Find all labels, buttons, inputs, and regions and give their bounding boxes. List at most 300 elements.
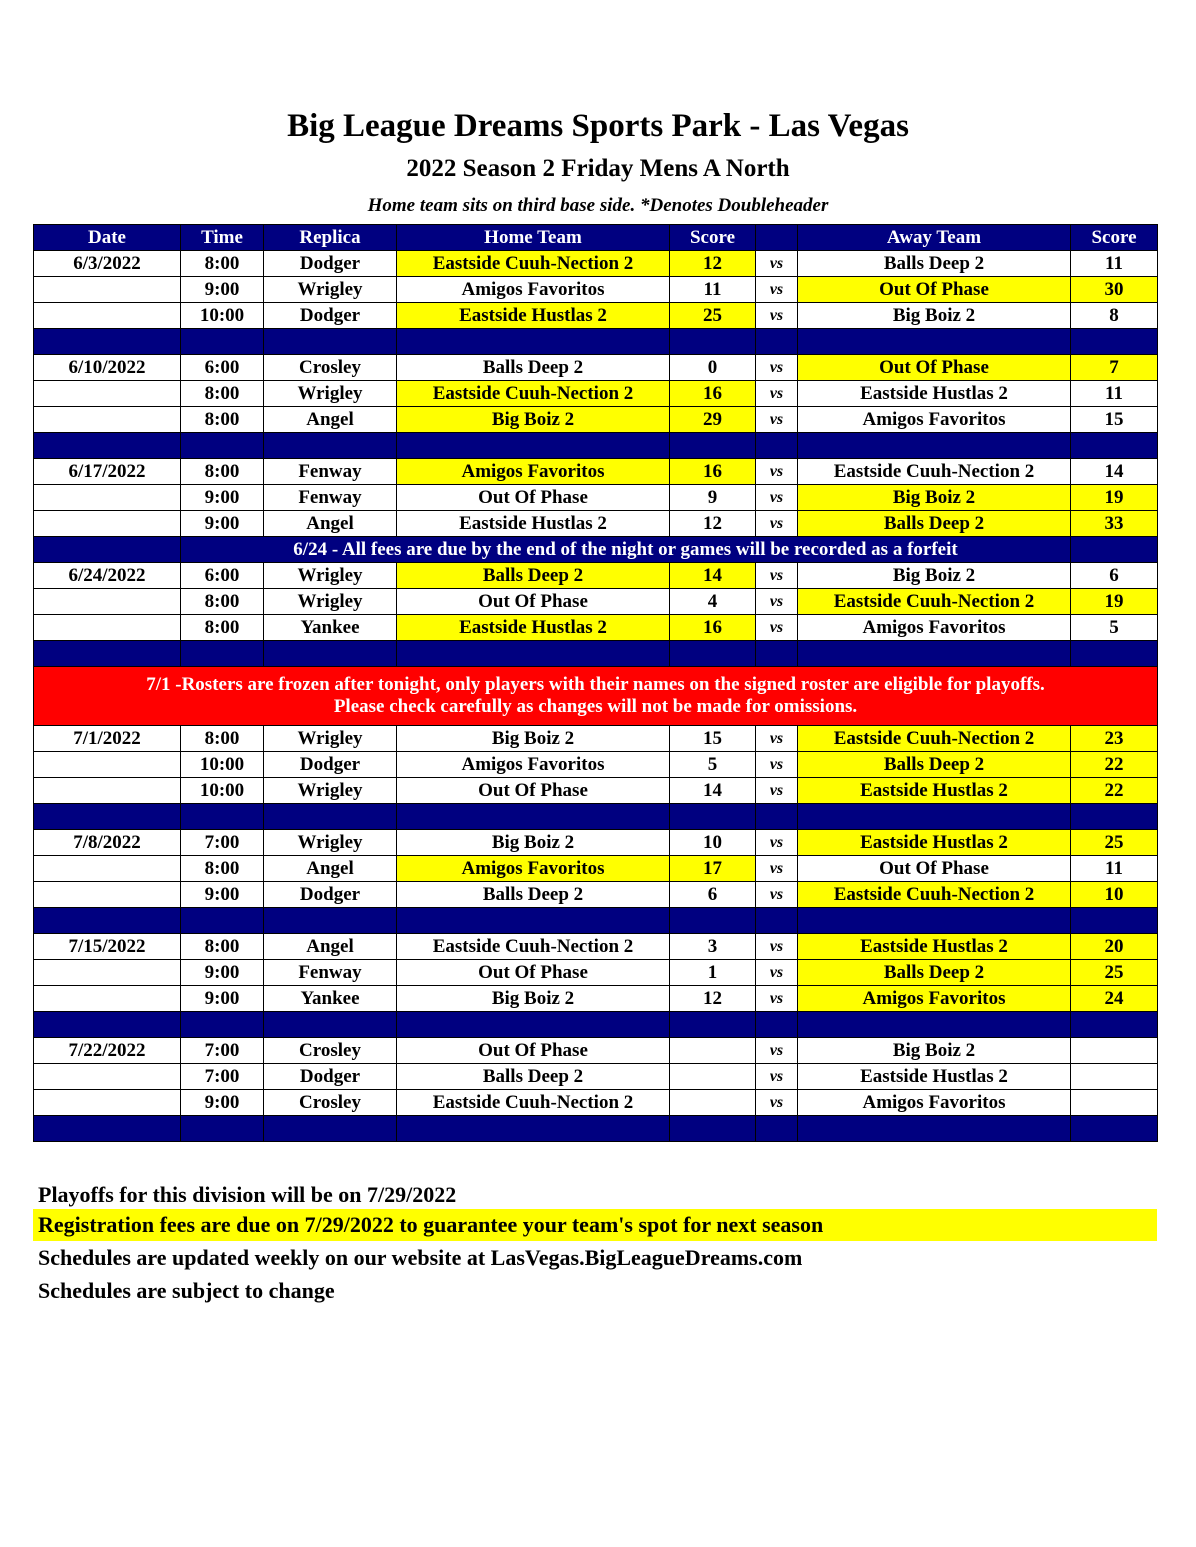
header-row [34, 225, 1158, 251]
replica-cell: Fenway [264, 485, 397, 511]
vs-cell: vs [756, 615, 798, 641]
date-cell: 6/17/2022 [34, 459, 181, 485]
replica-cell: Wrigley [264, 563, 397, 589]
home-score-cell [670, 1090, 756, 1116]
away-team-cell: Big Boiz 2 [798, 303, 1071, 329]
table-row [34, 511, 1158, 537]
separator-cell [1071, 1116, 1158, 1142]
home-score-cell: 5 [670, 752, 756, 778]
replica-cell: Wrigley [264, 830, 397, 856]
col-header-away-team: Away Team [798, 225, 1071, 251]
away-team-cell: Big Boiz 2 [798, 485, 1071, 511]
home-score-cell: 3 [670, 934, 756, 960]
home-score-cell: 16 [670, 459, 756, 485]
separator-cell [181, 908, 264, 934]
date-cell [34, 778, 181, 804]
home-score-cell: 11 [670, 277, 756, 303]
away-score-cell: 15 [1071, 407, 1158, 433]
home-team-cell: Balls Deep 2 [397, 1064, 670, 1090]
away-team-cell: Eastside Hustlas 2 [798, 381, 1071, 407]
separator-cell [264, 804, 397, 830]
separator-row [34, 1116, 1158, 1142]
away-score-cell: 23 [1071, 726, 1158, 752]
col-header-replica: Replica [264, 225, 397, 251]
replica-cell: Wrigley [264, 726, 397, 752]
separator-cell [181, 804, 264, 830]
date-cell: 7/1/2022 [34, 726, 181, 752]
separator-cell [397, 1116, 670, 1142]
vs-cell: vs [756, 856, 798, 882]
vs-cell: vs [756, 726, 798, 752]
home-score-cell: 6 [670, 882, 756, 908]
separator-cell [34, 641, 181, 667]
replica-cell: Angel [264, 934, 397, 960]
time-cell: 8:00 [181, 856, 264, 882]
col-header-time: Time [181, 225, 264, 251]
home-score-cell: 25 [670, 303, 756, 329]
separator-cell [798, 433, 1071, 459]
separator-cell [34, 804, 181, 830]
away-team-cell: Balls Deep 2 [798, 752, 1071, 778]
vs-cell: vs [756, 381, 798, 407]
date-cell [34, 1064, 181, 1090]
away-team-cell: Balls Deep 2 [798, 960, 1071, 986]
table-row [34, 303, 1158, 329]
time-cell: 10:00 [181, 303, 264, 329]
time-cell: 8:00 [181, 589, 264, 615]
date-cell [34, 960, 181, 986]
replica-cell: Crosley [264, 1090, 397, 1116]
time-cell: 8:00 [181, 459, 264, 485]
website-note: Schedules are updated weekly on our website at LasVegas.BigLeagueDreams.com [38, 1245, 803, 1270]
home-team-cell: Out Of Phase [397, 1038, 670, 1064]
separator-cell [798, 1012, 1071, 1038]
home-team-cell: Out Of Phase [397, 960, 670, 986]
date-cell [34, 381, 181, 407]
home-score-cell: 14 [670, 563, 756, 589]
separator-cell [756, 433, 798, 459]
separator-cell [397, 329, 670, 355]
separator-cell [1071, 908, 1158, 934]
away-team-cell: Eastside Hustlas 2 [798, 1064, 1071, 1090]
separator-cell [756, 1116, 798, 1142]
home-team-cell: Big Boiz 2 [397, 830, 670, 856]
date-cell [34, 485, 181, 511]
date-cell [34, 986, 181, 1012]
home-team-cell: Balls Deep 2 [397, 882, 670, 908]
col-header-away-score: Score [1071, 225, 1158, 251]
table-row [34, 726, 1158, 752]
away-score-cell: 24 [1071, 986, 1158, 1012]
date-cell [34, 752, 181, 778]
separator-cell [264, 329, 397, 355]
away-score-cell: 5 [1071, 615, 1158, 641]
notice-spacer-cell [34, 537, 181, 563]
separator-cell [34, 433, 181, 459]
separator-cell [1071, 1012, 1158, 1038]
separator-cell [1071, 433, 1158, 459]
away-team-cell: Out Of Phase [798, 277, 1071, 303]
separator-cell [756, 329, 798, 355]
date-cell: 7/8/2022 [34, 830, 181, 856]
separator-cell [756, 641, 798, 667]
vs-cell: vs [756, 277, 798, 303]
time-cell: 9:00 [181, 277, 264, 303]
table-row [34, 856, 1158, 882]
home-team-cell: Eastside Hustlas 2 [397, 615, 670, 641]
table-row [34, 778, 1158, 804]
vs-cell: vs [756, 563, 798, 589]
vs-cell: vs [756, 1090, 798, 1116]
table-row [34, 459, 1158, 485]
time-cell: 9:00 [181, 485, 264, 511]
separator-row [34, 329, 1158, 355]
vs-cell: vs [756, 251, 798, 277]
home-team-cell: Amigos Favoritos [397, 277, 670, 303]
replica-cell: Wrigley [264, 589, 397, 615]
away-score-cell: 19 [1071, 589, 1158, 615]
time-cell: 6:00 [181, 355, 264, 381]
away-score-cell: 11 [1071, 856, 1158, 882]
separator-row [34, 908, 1158, 934]
replica-cell: Crosley [264, 355, 397, 381]
table-row [34, 485, 1158, 511]
replica-cell: Wrigley [264, 277, 397, 303]
separator-cell [670, 641, 756, 667]
separator-cell [1071, 329, 1158, 355]
separator-cell [181, 433, 264, 459]
vs-cell: vs [756, 960, 798, 986]
table-row [34, 407, 1158, 433]
date-cell [34, 303, 181, 329]
vs-cell: vs [756, 355, 798, 381]
home-team-cell: Big Boiz 2 [397, 407, 670, 433]
time-cell: 8:00 [181, 726, 264, 752]
time-cell: 8:00 [181, 381, 264, 407]
table-row [34, 1038, 1158, 1064]
vs-cell: vs [756, 830, 798, 856]
date-cell: 7/15/2022 [34, 934, 181, 960]
notice-spacer-cell [1071, 537, 1158, 563]
home-score-cell: 17 [670, 856, 756, 882]
separator-cell [397, 1012, 670, 1038]
home-team-cell: Eastside Cuuh-Nection 2 [397, 934, 670, 960]
away-team-cell: Eastside Hustlas 2 [798, 830, 1071, 856]
separator-cell [670, 433, 756, 459]
away-score-cell: 11 [1071, 251, 1158, 277]
home-team-cell: Out Of Phase [397, 485, 670, 511]
date-cell: 7/22/2022 [34, 1038, 181, 1064]
away-team-cell: Big Boiz 2 [798, 1038, 1071, 1064]
home-score-cell: 16 [670, 615, 756, 641]
home-score-cell: 12 [670, 511, 756, 537]
separator-cell [798, 908, 1071, 934]
time-cell: 7:00 [181, 1064, 264, 1090]
separator-cell [264, 1116, 397, 1142]
home-score-cell: 15 [670, 726, 756, 752]
time-cell: 10:00 [181, 778, 264, 804]
replica-cell: Dodger [264, 752, 397, 778]
away-score-cell: 30 [1071, 277, 1158, 303]
home-team-cell: Balls Deep 2 [397, 355, 670, 381]
date-cell [34, 882, 181, 908]
alert-line-1: 7/1 -Rosters are frozen after tonight, only players with their names on the signed roster are eligible for playoffs. [146, 674, 1045, 695]
date-cell [34, 407, 181, 433]
header-note: Home team sits on third base side. *Denotes Doubleheader [367, 195, 829, 216]
replica-cell: Yankee [264, 615, 397, 641]
table-row [34, 1064, 1158, 1090]
home-score-cell: 12 [670, 986, 756, 1012]
replica-cell: Angel [264, 511, 397, 537]
separator-cell [756, 908, 798, 934]
away-team-cell: Out Of Phase [798, 856, 1071, 882]
date-cell [34, 856, 181, 882]
date-cell: 6/10/2022 [34, 355, 181, 381]
away-score-cell: 11 [1071, 381, 1158, 407]
separator-cell [670, 804, 756, 830]
away-score-cell: 20 [1071, 934, 1158, 960]
separator-cell [34, 908, 181, 934]
home-team-cell: Eastside Cuuh-Nection 2 [397, 1090, 670, 1116]
vs-cell: vs [756, 303, 798, 329]
home-team-cell: Big Boiz 2 [397, 986, 670, 1012]
separator-cell [397, 433, 670, 459]
date-cell [34, 511, 181, 537]
date-cell [34, 589, 181, 615]
away-score-cell: 14 [1071, 459, 1158, 485]
replica-cell: Wrigley [264, 381, 397, 407]
notice-row [34, 537, 1158, 563]
date-cell [34, 615, 181, 641]
vs-cell: vs [756, 1038, 798, 1064]
date-cell: 6/3/2022 [34, 251, 181, 277]
away-score-cell: 6 [1071, 563, 1158, 589]
time-cell: 9:00 [181, 960, 264, 986]
table-row [34, 960, 1158, 986]
page-subtitle: 2022 Season 2 Friday Mens A North [406, 155, 790, 182]
home-score-cell [670, 1038, 756, 1064]
separator-row [34, 641, 1158, 667]
home-team-cell: Amigos Favoritos [397, 459, 670, 485]
away-team-cell: Amigos Favoritos [798, 986, 1071, 1012]
separator-cell [34, 329, 181, 355]
table-row [34, 1090, 1158, 1116]
away-team-cell: Eastside Hustlas 2 [798, 934, 1071, 960]
col-header-home-score: Score [670, 225, 756, 251]
table-row [34, 882, 1158, 908]
separator-cell [264, 433, 397, 459]
time-cell: 8:00 [181, 934, 264, 960]
separator-cell [397, 804, 670, 830]
away-team-cell: Out Of Phase [798, 355, 1071, 381]
vs-cell: vs [756, 589, 798, 615]
separator-cell [798, 329, 1071, 355]
replica-cell: Wrigley [264, 778, 397, 804]
time-cell: 8:00 [181, 407, 264, 433]
schedule-table-container [33, 224, 1157, 1142]
table-row [34, 752, 1158, 778]
replica-cell: Dodger [264, 303, 397, 329]
away-team-cell: Balls Deep 2 [798, 511, 1071, 537]
vs-cell: vs [756, 511, 798, 537]
away-score-cell: 10 [1071, 882, 1158, 908]
vs-cell: vs [756, 407, 798, 433]
away-team-cell: Eastside Cuuh-Nection 2 [798, 726, 1071, 752]
separator-cell [397, 641, 670, 667]
home-score-cell: 16 [670, 381, 756, 407]
replica-cell: Dodger [264, 1064, 397, 1090]
away-team-cell: Big Boiz 2 [798, 563, 1071, 589]
home-team-cell: Out Of Phase [397, 589, 670, 615]
vs-cell: vs [756, 778, 798, 804]
separator-cell [1071, 804, 1158, 830]
home-score-cell: 14 [670, 778, 756, 804]
schedule-table [33, 224, 1158, 1142]
separator-cell [181, 1012, 264, 1038]
vs-cell: vs [756, 485, 798, 511]
home-score-cell: 9 [670, 485, 756, 511]
away-score-cell: 19 [1071, 485, 1158, 511]
away-score-cell: 8 [1071, 303, 1158, 329]
separator-row [34, 1012, 1158, 1038]
home-score-cell: 29 [670, 407, 756, 433]
home-team-cell: Eastside Hustlas 2 [397, 303, 670, 329]
away-team-cell: Amigos Favoritos [798, 1090, 1071, 1116]
date-cell [34, 1090, 181, 1116]
replica-cell: Fenway [264, 960, 397, 986]
home-team-cell: Amigos Favoritos [397, 856, 670, 882]
vs-cell: vs [756, 459, 798, 485]
separator-cell [397, 908, 670, 934]
vs-cell: vs [756, 986, 798, 1012]
home-score-cell: 4 [670, 589, 756, 615]
away-team-cell: Eastside Cuuh-Nection 2 [798, 882, 1071, 908]
away-score-cell [1071, 1064, 1158, 1090]
home-team-cell: Eastside Cuuh-Nection 2 [397, 381, 670, 407]
time-cell: 9:00 [181, 1090, 264, 1116]
alert-row [34, 667, 1158, 726]
time-cell: 6:00 [181, 563, 264, 589]
separator-cell [670, 1012, 756, 1038]
home-team-cell: Balls Deep 2 [397, 563, 670, 589]
separator-cell [670, 1116, 756, 1142]
separator-cell [264, 908, 397, 934]
time-cell: 7:00 [181, 830, 264, 856]
table-row [34, 934, 1158, 960]
home-score-cell: 1 [670, 960, 756, 986]
away-team-cell: Eastside Hustlas 2 [798, 778, 1071, 804]
separator-cell [181, 641, 264, 667]
separator-row [34, 433, 1158, 459]
notice-text: 6/24 - All fees are due by the end of the night or games will be recorded as a forfeit [181, 537, 1071, 563]
separator-cell [670, 908, 756, 934]
away-score-cell: 33 [1071, 511, 1158, 537]
separator-cell [264, 641, 397, 667]
home-team-cell: Eastside Cuuh-Nection 2 [397, 251, 670, 277]
away-score-cell: 22 [1071, 752, 1158, 778]
separator-cell [1071, 641, 1158, 667]
alert-line-2: Please check carefully as changes will not be made for omissions. [333, 696, 858, 717]
time-cell: 9:00 [181, 511, 264, 537]
time-cell: 8:00 [181, 615, 264, 641]
separator-cell [798, 804, 1071, 830]
vs-cell: vs [756, 882, 798, 908]
replica-cell: Angel [264, 856, 397, 882]
away-team-cell: Amigos Favoritos [798, 407, 1071, 433]
home-score-cell: 0 [670, 355, 756, 381]
time-cell: 9:00 [181, 882, 264, 908]
time-cell: 7:00 [181, 1038, 264, 1064]
home-score-cell [670, 1064, 756, 1090]
away-score-cell: 22 [1071, 778, 1158, 804]
vs-cell: vs [756, 934, 798, 960]
home-score-cell: 10 [670, 830, 756, 856]
col-header-home-team: Home Team [397, 225, 670, 251]
home-team-cell: Big Boiz 2 [397, 726, 670, 752]
separator-cell [756, 1012, 798, 1038]
time-cell: 10:00 [181, 752, 264, 778]
away-score-cell: 7 [1071, 355, 1158, 381]
home-score-cell: 12 [670, 251, 756, 277]
alert-banner [34, 667, 1158, 726]
table-row [34, 381, 1158, 407]
replica-cell: Dodger [264, 882, 397, 908]
time-cell: 8:00 [181, 251, 264, 277]
replica-cell: Crosley [264, 1038, 397, 1064]
table-row [34, 615, 1158, 641]
home-team-cell: Amigos Favoritos [397, 752, 670, 778]
vs-cell: vs [756, 1064, 798, 1090]
col-header-date: Date [34, 225, 181, 251]
separator-row [34, 804, 1158, 830]
time-cell: 9:00 [181, 986, 264, 1012]
table-row [34, 830, 1158, 856]
home-team-cell: Out Of Phase [397, 778, 670, 804]
separator-cell [264, 1012, 397, 1038]
registration-note: Registration fees are due on 7/29/2022 to guarantee your team's spot for next season [33, 1209, 1157, 1241]
separator-cell [756, 804, 798, 830]
col-header-vs [756, 225, 798, 251]
separator-cell [34, 1012, 181, 1038]
separator-cell [181, 329, 264, 355]
table-row [34, 986, 1158, 1012]
away-score-cell: 25 [1071, 830, 1158, 856]
subject-note: Schedules are subject to change [38, 1278, 335, 1303]
replica-cell: Angel [264, 407, 397, 433]
table-row [34, 563, 1158, 589]
separator-cell [670, 329, 756, 355]
away-team-cell: Eastside Cuuh-Nection 2 [798, 459, 1071, 485]
replica-cell: Dodger [264, 251, 397, 277]
table-row [34, 251, 1158, 277]
separator-cell [181, 1116, 264, 1142]
playoffs-note: Playoffs for this division will be on 7/29/2022 [38, 1182, 457, 1207]
separator-cell [798, 1116, 1071, 1142]
page-title: Big League Dreams Sports Park - Las Vegas [287, 108, 909, 144]
home-team-cell: Eastside Hustlas 2 [397, 511, 670, 537]
replica-cell: Fenway [264, 459, 397, 485]
away-score-cell: 25 [1071, 960, 1158, 986]
schedule-body [34, 251, 1158, 1142]
date-cell [34, 277, 181, 303]
table-row [34, 277, 1158, 303]
table-row [34, 589, 1158, 615]
away-score-cell [1071, 1038, 1158, 1064]
away-team-cell: Balls Deep 2 [798, 251, 1071, 277]
away-team-cell: Eastside Cuuh-Nection 2 [798, 589, 1071, 615]
replica-cell: Yankee [264, 986, 397, 1012]
separator-cell [34, 1116, 181, 1142]
